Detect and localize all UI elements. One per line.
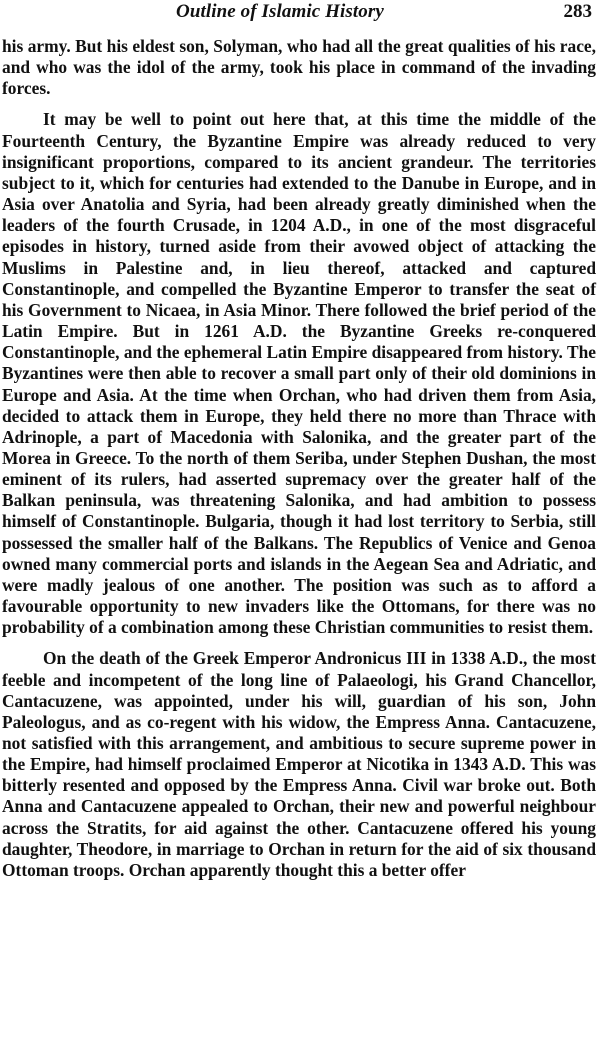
paragraph-continued: his army. But his eldest son, Solyman, who had all the great qualities of his race, and who was the idol of the army, took his place in command of the invading forces. xyxy=(2,36,596,99)
paragraph-byzantine-empire: It may be well to point out here that, at this time the middle of the Fourteenth Century, the Byzantine Empire was already reduced to very insignificant proportions, compared to its ancient grandeur. The territories subject to it, which for centuries had extended to the Danube in Europe, and in Asia over Anatolia and Syria, had been already greatly diminished when the leaders of the fourth Crusade, in 1204 A.D., in one of the most disgraceful episodes in history, turned aside from their avowed object of attacking the Muslims in Palestine and, in lieu thereof, attacked and captured Constantinople, and compelled the Byzantine Emperor to transfer the seat of his Government to Nicaea, in Asia Minor. There followed the brief period of the Latin Empire. But in 1261 A.D. the Byzantine Greeks re-conquered Constantinople, and the ephemeral Latin Empire disappeared from history. The Byzantines were then able to recover a small part only of their old dominions in Europe and Asia. At the time when Orchan, who had driven them from Asia, decided to attack them in Europe, they held there no more than Thrace with Adrinople, a part of Macedonia with Salonika, and the greater part of the Morea in Greece. To the north of them Seriba, under Stephen Dushan, the most eminent of its rulers, had asserted supremacy over the greater half of the Balkan peninsula, was threatening Salonika, and had ambition to possess himself of Constantinople. Bulgaria, though it had lost territory to Serbia, still possessed the smaller half of the Balkans. The Republics of Venice and Genoa owned many commercial ports and islands in the Aegean Sea and Adriatic, and were madly jealous of one another. The position was such as to afford a favourable opportunity to new invaders like the Ottomans, for there was no probability of a combination among these Christian communities to resist them. xyxy=(2,109,596,638)
running-head xyxy=(0,0,600,24)
page-number: 283 xyxy=(563,1,592,22)
paragraph-andronicus: On the death of the Greek Emperor Andronicus III in 1338 A.D., the most feeble and incompetent of the long line of Palaeologi, his Grand Chancellor, Cantacuzene, was appointed, under his will, guardian of his son, John Paleologus, and as co-regent with his widow, the Empress Anna. Cantacuzene, not satisfied with this arrangement, and ambitious to secure supreme power in the Empire, had himself proclaimed Emperor at Nicotika in 1343 A.D. This was bitterly resented and opposed by the Empress Anna. Civil war broke out. Both Anna and Cantacuzene appealed to Orchan, their new and powerful neighbour across the Stratits, for aid against the other. Cantacuzene offered his young daughter, Theodore, in marriage to Orchan in return for the aid of six thousand Ottoman troops. Orchan apparently thought this a better offer xyxy=(2,648,596,880)
running-title: Outline of Islamic History xyxy=(176,1,384,22)
body-text xyxy=(2,36,596,881)
